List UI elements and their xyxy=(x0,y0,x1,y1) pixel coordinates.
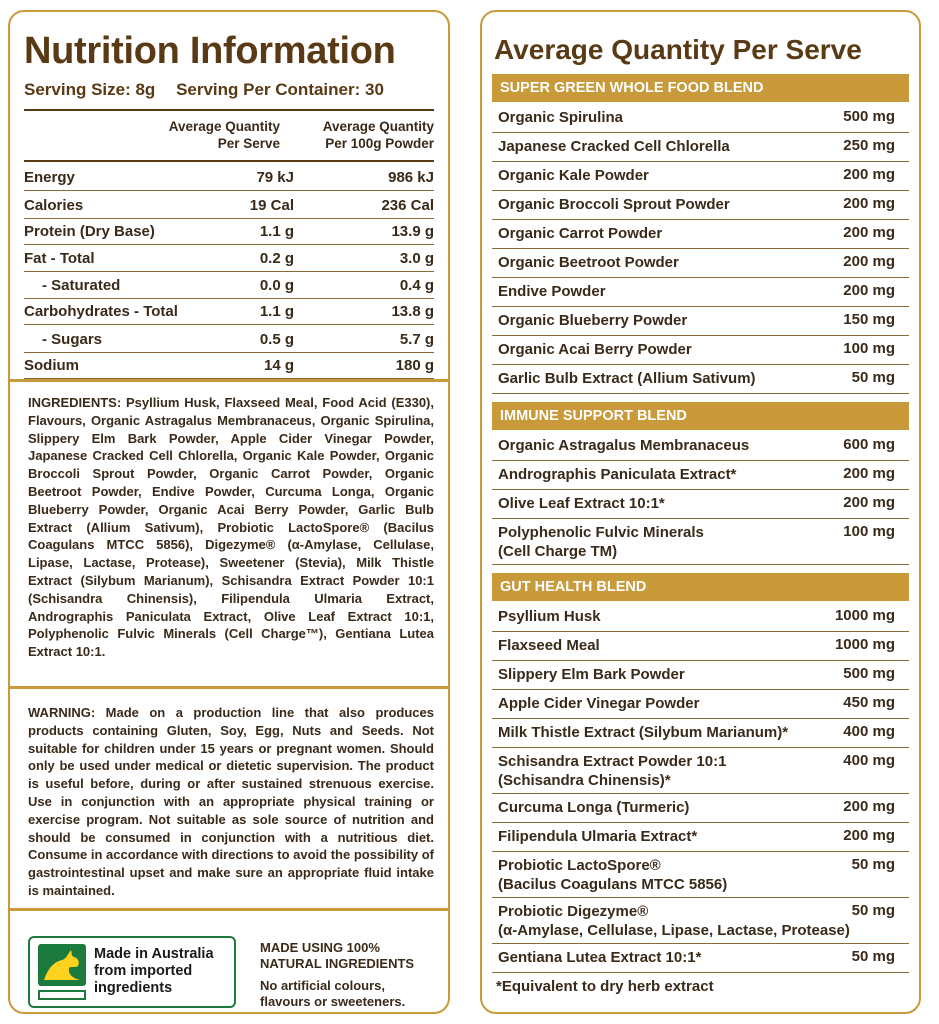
ingredient-row xyxy=(492,794,909,823)
nutrient-label: Energy xyxy=(24,169,75,186)
ingredient-name: Curcuma Longa (Turmeric) xyxy=(498,799,690,816)
ingredient-quantity: 100 mg xyxy=(843,523,895,540)
blend-header: IMMUNE SUPPORT BLEND xyxy=(492,402,909,430)
ingredient-name: Milk Thistle Extract (Silybum Marianum)* xyxy=(498,724,789,741)
ingredient-name: Organic Acai Berry Powder xyxy=(498,341,692,358)
serving-info xyxy=(24,80,400,100)
ingredient-name: Apple Cider Vinegar Powder xyxy=(498,695,700,712)
flag-bar-icon xyxy=(38,990,86,1000)
divider xyxy=(10,686,448,689)
nutrition-row xyxy=(24,245,434,272)
ingredient-name: Schisandra Extract Powder 10:1 (Schisandra Chinensis)* xyxy=(498,753,727,789)
ingredient-quantity: 450 mg xyxy=(843,694,895,711)
made-in-australia-badge: Made in Australia from imported ingredients xyxy=(28,936,236,1008)
ingredient-name: Probiotic Digezyme® (α-Amylase, Cellulase, Lipase, Lactase, Protease) xyxy=(498,903,850,939)
ingredient-row xyxy=(492,133,909,162)
nutrient-label: Protein (Dry Base) xyxy=(24,223,155,240)
ingredient-row xyxy=(492,632,909,661)
ingredient-name: Organic Kale Powder xyxy=(498,167,649,184)
divider xyxy=(24,160,434,162)
per-serve-value: 0.5 g xyxy=(259,331,294,348)
ingredient-name: Probiotic LactoSpore® (Bacilus Coagulans MTCC 5856) xyxy=(498,857,728,893)
per-serve-value: 79 kJ xyxy=(256,169,294,186)
divider xyxy=(10,379,448,382)
ingredient-row xyxy=(492,490,909,519)
col-header-per-serve: Average Quantity Per Serve xyxy=(168,119,280,151)
per-100g-value: 180 g xyxy=(395,357,434,374)
per-100g-value: 5.7 g xyxy=(399,331,434,348)
per-100g-value: 3.0 g xyxy=(399,250,434,267)
ingredient-row xyxy=(492,823,909,852)
per-100g-value: 236 Cal xyxy=(381,197,434,214)
ingredient-name: Japanese Cracked Cell Chlorella xyxy=(498,138,730,155)
ingredient-name: Organic Beetroot Powder xyxy=(498,254,679,271)
ingredient-quantity: 100 mg xyxy=(843,340,895,357)
ingredient-quantity: 200 mg xyxy=(843,465,895,482)
ingredient-quantity: 500 mg xyxy=(843,108,895,125)
nutrient-label: Sodium xyxy=(24,357,79,374)
ingredients-text: INGREDIENTS: Psyllium Husk, Flaxseed Meal, Food Acid (E330), Flavours, Organic Astragalus Membranaceus, Organic Spirulina, Slippery Elm Bark Powder, Apple Cider Vinegar Powder, Japanese Cracked Cell Chlorella, Organic Kale Powder, Organic Broccoli Sprout Powder, Organic Carrot Powder, Organic Beetroot Powder, Endive Powder, Curcuma Longa, Organic Blueberry Powder, Organic Acai Berry Powder, Garlic Bulb Extract (Allium Sativum), Probiotic LactoSpore® (Bacilus Coagulans MTCC 5856), Digezyme® (α-Amylase, Cellulase, Lipase, Lactase, Protease), Sweetener (Stevia), Milk Thistle Extract (Silybum Marianum), Schisandra Extract Powder 10:1 (Schisandra Chinensis), Filipendula Ulmaria Extract, Andrographis Paniculata Extract, Olive Leaf Extract 10:1, Polyphenolic Fulvic Minerals (Cell Charge™), Gentiana Lutea Extract 10:1. xyxy=(28,395,434,660)
ingredient-row xyxy=(492,603,909,632)
per-serve-value: 1.1 g xyxy=(259,223,294,240)
ingredient-name: Organic Blueberry Powder xyxy=(498,312,688,329)
ingredient-quantity: 50 mg xyxy=(851,948,895,965)
kangaroo-logo-icon xyxy=(38,944,86,986)
ingredient-name: Gentiana Lutea Extract 10:1* xyxy=(498,949,702,966)
ingredient-name: Slippery Elm Bark Powder xyxy=(498,666,685,683)
per-100g-value: 13.8 g xyxy=(391,303,434,320)
nutrient-label: Calories xyxy=(24,197,84,214)
ingredient-quantity: 400 mg xyxy=(843,752,895,769)
serve-title: Average Quantity Per Serve xyxy=(494,34,862,65)
ingredient-quantity: 50 mg xyxy=(851,856,895,873)
footnote: *Equivalent to dry herb extract xyxy=(496,978,714,995)
nutrition-title: Nutrition Information xyxy=(24,30,396,72)
ingredient-quantity: 400 mg xyxy=(843,723,895,740)
col-header-per-100g: Average Quantity Per 100g Powder xyxy=(322,119,434,151)
nutrient-label: - Saturated xyxy=(42,277,121,294)
per-serve-value: 1.1 g xyxy=(259,303,294,320)
ingredient-row xyxy=(492,719,909,748)
ingredient-name: Organic Carrot Powder xyxy=(498,225,663,242)
divider xyxy=(24,109,434,111)
nutrition-row xyxy=(24,326,434,353)
blend-header: GUT HEALTH BLEND xyxy=(492,573,909,601)
ingredient-row xyxy=(492,898,909,944)
ingredient-name: Psyllium Husk xyxy=(498,608,601,625)
per-serve-value: 19 Cal xyxy=(249,197,294,214)
ingredient-name: Organic Broccoli Sprout Powder xyxy=(498,196,730,213)
ingredient-quantity: 200 mg xyxy=(843,253,895,270)
ingredient-name: Garlic Bulb Extract (Allium Sativum) xyxy=(498,370,756,387)
ingredient-row xyxy=(492,336,909,365)
nutrition-row xyxy=(24,272,434,299)
nutrition-row xyxy=(24,352,434,379)
blend-header: SUPER GREEN WHOLE FOOD BLEND xyxy=(492,74,909,102)
ingredient-name: Flaxseed Meal xyxy=(498,637,600,654)
ingredient-row xyxy=(492,249,909,278)
ingredient-quantity: 500 mg xyxy=(843,665,895,682)
per-100g-value: 986 kJ xyxy=(388,169,434,186)
ingredient-quantity: 200 mg xyxy=(843,282,895,299)
ingredient-name: Filipendula Ulmaria Extract* xyxy=(498,828,698,845)
ingredient-row xyxy=(492,519,909,565)
ingredient-name: Organic Astragalus Membranaceus xyxy=(498,437,750,454)
ingredient-quantity: 200 mg xyxy=(843,494,895,511)
divider xyxy=(10,908,448,911)
per-100g-value: 13.9 g xyxy=(391,223,434,240)
ingredient-row xyxy=(492,365,909,394)
ingredient-quantity: 200 mg xyxy=(843,195,895,212)
ingredient-quantity: 250 mg xyxy=(843,137,895,154)
ingredient-name: Andrographis Paniculata Extract* xyxy=(498,466,737,483)
natural-ingredients-note: MADE USING 100% NATURAL INGREDIENTS No artificial colours, flavours or sweeteners. xyxy=(260,940,415,1009)
ingredient-quantity: 200 mg xyxy=(843,224,895,241)
per-serve-value: 0.0 g xyxy=(259,277,294,294)
nutrition-row xyxy=(24,164,434,191)
ingredient-row xyxy=(492,944,909,973)
per-100g-value: 0.4 g xyxy=(399,277,434,294)
nutrition-information-panel xyxy=(8,10,450,1014)
ingredient-quantity: 200 mg xyxy=(843,798,895,815)
ingredient-quantity: 200 mg xyxy=(843,827,895,844)
ingredient-name: Organic Spirulina xyxy=(498,109,624,126)
ingredient-row xyxy=(492,307,909,336)
serving-per-container: Serving Per Container: 30 xyxy=(176,80,384,99)
per-serve-value: 0.2 g xyxy=(259,250,294,267)
nutrition-row xyxy=(24,298,434,325)
ingredient-name: Polyphenolic Fulvic Minerals (Cell Charge TM) xyxy=(498,524,704,560)
ingredient-row xyxy=(492,852,909,898)
serving-size: Serving Size: 8g xyxy=(24,80,156,99)
ingredient-name: Olive Leaf Extract 10:1* xyxy=(498,495,665,512)
nutrition-row xyxy=(24,192,434,219)
nutrient-label: - Sugars xyxy=(42,331,103,348)
ingredient-row xyxy=(492,162,909,191)
ingredient-name: Endive Powder xyxy=(498,283,606,300)
nutrient-label: Fat - Total xyxy=(24,250,95,267)
ingredient-row xyxy=(492,432,909,461)
per-serve-value: 14 g xyxy=(263,357,294,374)
ingredient-quantity: 1000 mg xyxy=(834,636,895,653)
ingredient-quantity: 50 mg xyxy=(851,369,895,386)
warning-text: WARNING: Made on a production line that also produces products containing Gluten, Soy, Egg, Nuts and Seeds. Not suitable for children under 15 years or pregnant women. Should only be used under medical or dietetic supervision. The product is useful before, during or after sustained strenuous exercise. Use in conjunction with an appropriate physical training or exercise program. Not suitable as sole source of nutrition and should be consumed in conjunction with a nutritious diet. Consume in accordance with directions to avoid the possibility of gastrointestinal upset and make sure an appropriate fluid intake is maintained. xyxy=(28,705,434,898)
ingredient-quantity: 600 mg xyxy=(843,436,895,453)
ingredient-quantity: 150 mg xyxy=(843,311,895,328)
ingredient-row xyxy=(492,661,909,690)
ingredient-row xyxy=(492,690,909,719)
ingredient-row xyxy=(492,461,909,490)
ingredient-quantity: 50 mg xyxy=(851,902,895,919)
average-quantity-panel xyxy=(480,10,921,1014)
nutrient-label: Carbohydrates - Total xyxy=(24,303,178,320)
ingredient-quantity: 200 mg xyxy=(843,166,895,183)
ingredient-row xyxy=(492,191,909,220)
ingredient-row xyxy=(492,748,909,794)
nutrition-row xyxy=(24,218,434,245)
ingredient-quantity: 1000 mg xyxy=(834,607,895,624)
ingredient-row xyxy=(492,220,909,249)
ingredient-row xyxy=(492,278,909,307)
ingredient-row xyxy=(492,104,909,133)
